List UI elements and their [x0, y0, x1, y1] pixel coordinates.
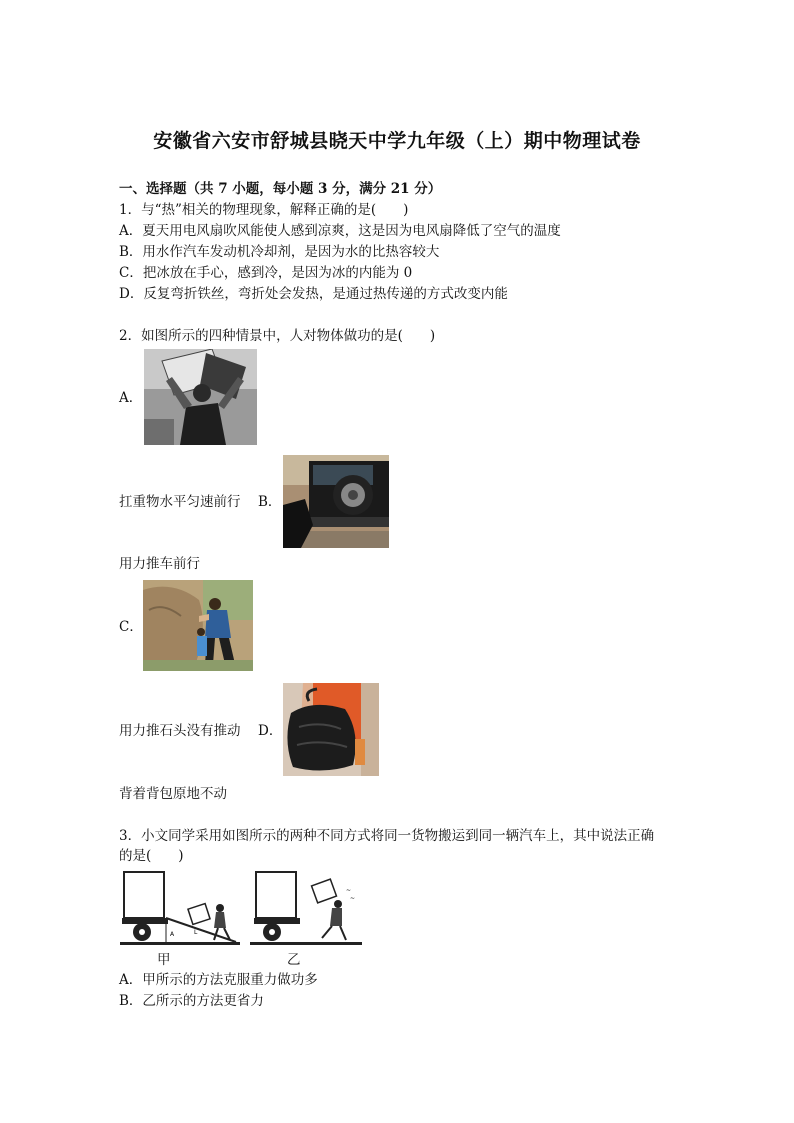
q2-option-a-label: A．	[119, 390, 143, 406]
q3-stem-line1: 3．小文同学采用如图所示的两种不同方式将同一货物搬运到同一辆汽车上，其中说法正确	[119, 828, 655, 844]
svg-text:~: ~	[350, 895, 356, 902]
q2-option-b-label: B．	[258, 494, 282, 510]
q3-option-b: B．乙所示的方法更省力	[119, 993, 264, 1009]
q2-option-c-label: C．	[119, 619, 143, 635]
q1-option-d: D．反复弯折铁丝，弯折处会发热，是通过热传递的方式改变内能	[119, 286, 508, 302]
q2-option-c-caption: 用力推石头没有推动	[119, 723, 241, 739]
q2-option-a-caption: 扛重物水平匀速前行	[119, 494, 241, 510]
q2-photo-c	[143, 580, 253, 671]
svg-text:L: L	[194, 929, 198, 936]
q3-figure	[120, 870, 365, 950]
q1-option-b: B．用水作汽车发动机冷却剂，是因为水的比热容较大	[119, 244, 440, 260]
q2-photo-b	[283, 455, 389, 548]
q2-option-d-caption: 背着背包原地不动	[119, 786, 227, 802]
page-title: 安徽省六安市舒城县晓天中学九年级（上）期中物理试卷	[153, 130, 641, 152]
q3-figure-caption-right: 乙	[287, 952, 301, 968]
q3-option-a: A．甲所示的方法克服重力做功多	[119, 972, 318, 988]
svg-text:A: A	[170, 931, 175, 938]
q3-stem-line2: 的是( )	[119, 848, 184, 864]
q1-option-c: C．把冰放在手心，感到冷，是因为冰的内能为 0	[119, 265, 413, 281]
q2-stem: 2．如图所示的四种情景中，人对物体做功的是( )	[119, 328, 436, 344]
section-heading: 一、选择题（共 7 小题，每小题 3 分，满分 21 分）	[119, 181, 442, 197]
q2-option-b-caption: 用力推车前行	[119, 556, 200, 572]
q3-figure-caption-left: 甲	[157, 952, 171, 968]
q1-stem: 1．与“热”相关的物理现象，解释正确的是( )	[119, 202, 409, 218]
q2-photo-d	[283, 683, 379, 776]
q2-photo-a	[144, 349, 257, 445]
svg-text:~: ~	[346, 887, 352, 894]
q1-option-a: A．夏天用电风扇吹风能使人感到凉爽，这是因为电风扇降低了空气的温度	[119, 223, 561, 239]
q2-option-d-label: D．	[258, 723, 283, 739]
